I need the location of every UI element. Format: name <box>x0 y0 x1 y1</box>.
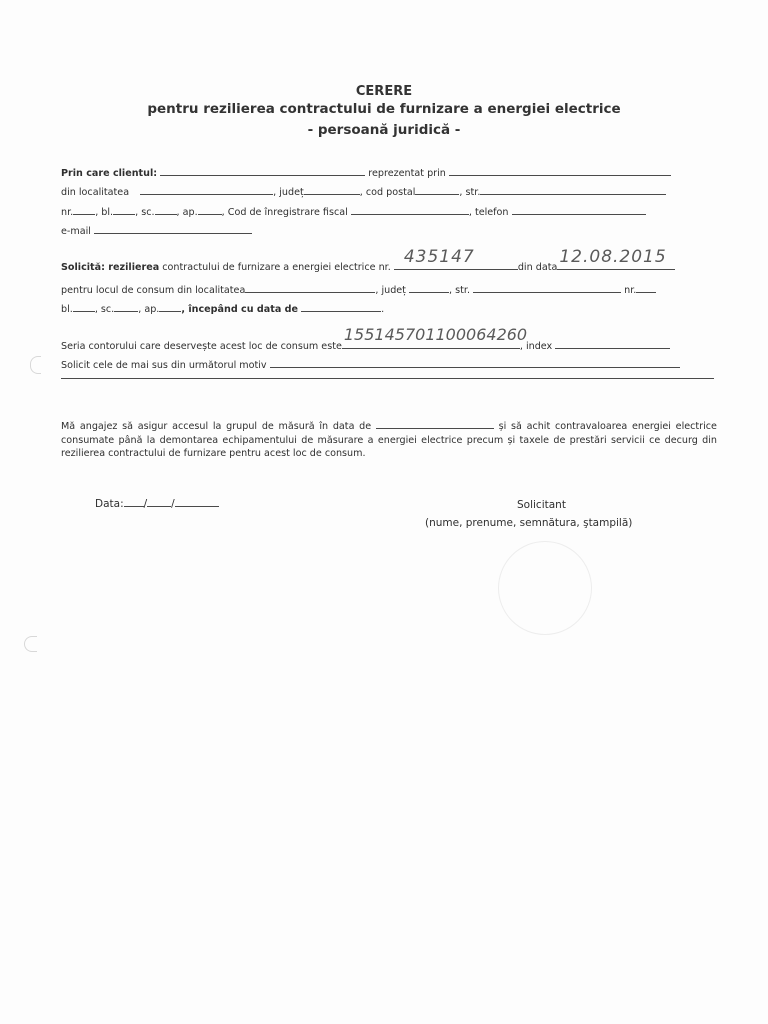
fiscal-label: , Cod de înregistrare fiscal <box>221 207 348 218</box>
document-subtitle: pentru rezilierea contractului de furnizare a energiei electrice <box>147 101 621 117</box>
request-text: contractului de furnizare a energiei electrice nr. <box>162 262 391 273</box>
index-field[interactable] <box>555 339 670 349</box>
ap-field[interactable] <box>198 205 222 215</box>
meter-line <box>61 325 670 352</box>
applicant-label: Solicitant <box>517 499 566 511</box>
reason-field[interactable] <box>270 358 680 368</box>
contract-number-field[interactable] <box>394 247 518 270</box>
phone-field[interactable] <box>512 205 646 215</box>
postal-label: , cod postal <box>359 187 416 198</box>
from-date-label: din data <box>517 262 558 273</box>
date-block: Data: / / <box>95 497 219 510</box>
reason-continuation-line[interactable] <box>61 378 714 379</box>
client-line-2 <box>61 185 666 198</box>
commitment-paragraph <box>61 419 717 461</box>
request-line-3: bl. , sc. , ap. , începând cu data de . <box>61 304 385 315</box>
ap-label: , ap. <box>176 207 198 218</box>
client-line-4 <box>61 224 252 237</box>
request-label: Solicită: rezilierea <box>61 262 160 273</box>
date-year-field[interactable] <box>175 497 219 507</box>
meter-serial-field[interactable] <box>342 325 528 349</box>
represented-field[interactable] <box>449 166 671 176</box>
request-bl-label: bl. <box>61 304 73 315</box>
request-county-label: , județ <box>375 285 406 296</box>
reason-label: Solicit cele de mai sus din următorul motiv <box>61 360 267 371</box>
nr-field[interactable] <box>73 205 95 215</box>
from-date-handwritten: 12.08.2015 <box>559 247 667 267</box>
commitment-part2: și să achit contravaloarea energiei electrice consumate până la demontarea echipamentului de măsurare a energiei electrice precum și taxele de prestări servicii ce decurg din rezilierea contractului de furnizare pentru acest loc de consum. <box>61 421 717 459</box>
document-title: CERERE <box>355 84 413 99</box>
county-field[interactable] <box>304 185 360 195</box>
client-name-field[interactable] <box>160 166 365 176</box>
fiscal-field[interactable] <box>351 205 469 215</box>
phone-label: , telefon <box>468 207 509 218</box>
request-sc-field[interactable] <box>114 302 138 312</box>
request-nr-field[interactable] <box>636 283 656 293</box>
date-day-field[interactable] <box>124 497 144 507</box>
starting-date-field[interactable] <box>301 302 381 312</box>
request-nr-label: nr. <box>624 285 637 296</box>
sc-field[interactable] <box>155 205 177 215</box>
meter-serial-handwritten: 155145701100064260 <box>343 325 528 344</box>
faint-stamp-mark <box>498 541 592 635</box>
locality-field[interactable] <box>140 185 273 195</box>
postal-field[interactable] <box>415 185 459 195</box>
document-type: - persoană juridică - <box>307 122 461 138</box>
meter-label: Seria contorului care deservește acest loc de consum este <box>61 341 342 352</box>
represented-label: reprezentat prin <box>368 168 446 179</box>
punch-hole-mark-lower <box>24 636 37 652</box>
request-line-2 <box>61 283 656 296</box>
starting-date-label: , începând cu data de <box>181 304 299 315</box>
punch-hole-mark-upper <box>30 356 41 374</box>
email-label: e-mail <box>61 226 91 237</box>
applicant-details: (nume, prenume, semnătura, ştampilă) <box>425 517 633 529</box>
street-label: , str. <box>459 187 481 198</box>
request-ap-label: , ap. <box>138 304 160 315</box>
contract-number-handwritten: 435147 <box>403 247 475 267</box>
locality-label: din localitatea <box>61 187 130 198</box>
request-line-1 <box>61 247 675 273</box>
access-date-field[interactable] <box>376 419 494 429</box>
sc-label: , sc. <box>135 207 155 218</box>
county-label: , județ <box>273 187 304 198</box>
from-date-field[interactable] <box>557 247 675 270</box>
consumption-place-label: pentru locul de consum din localitatea <box>61 285 246 296</box>
reason-line <box>61 358 680 371</box>
request-street-field[interactable] <box>473 283 621 293</box>
request-county-field[interactable] <box>409 283 449 293</box>
request-ap-field[interactable] <box>159 302 181 312</box>
street-field[interactable] <box>480 185 666 195</box>
date-month-field[interactable] <box>147 497 171 507</box>
client-label: Prin care clientul: <box>61 168 158 179</box>
date-label: Data: <box>95 498 124 510</box>
bl-label: , bl. <box>95 207 114 218</box>
request-street-label: , str. <box>449 285 470 296</box>
index-label: , index <box>519 341 553 352</box>
client-line-3 <box>61 205 646 218</box>
request-sc-label: , sc. <box>94 304 115 315</box>
nr-label: nr. <box>61 207 74 218</box>
commitment-part1: Mă angajez să asigur accesul la grupul de măsură în data de <box>61 421 372 432</box>
request-bl-field[interactable] <box>73 302 95 312</box>
bl-field[interactable] <box>113 205 135 215</box>
email-field[interactable] <box>94 224 252 234</box>
client-line-1 <box>61 166 671 179</box>
consumption-locality-field[interactable] <box>245 283 375 293</box>
